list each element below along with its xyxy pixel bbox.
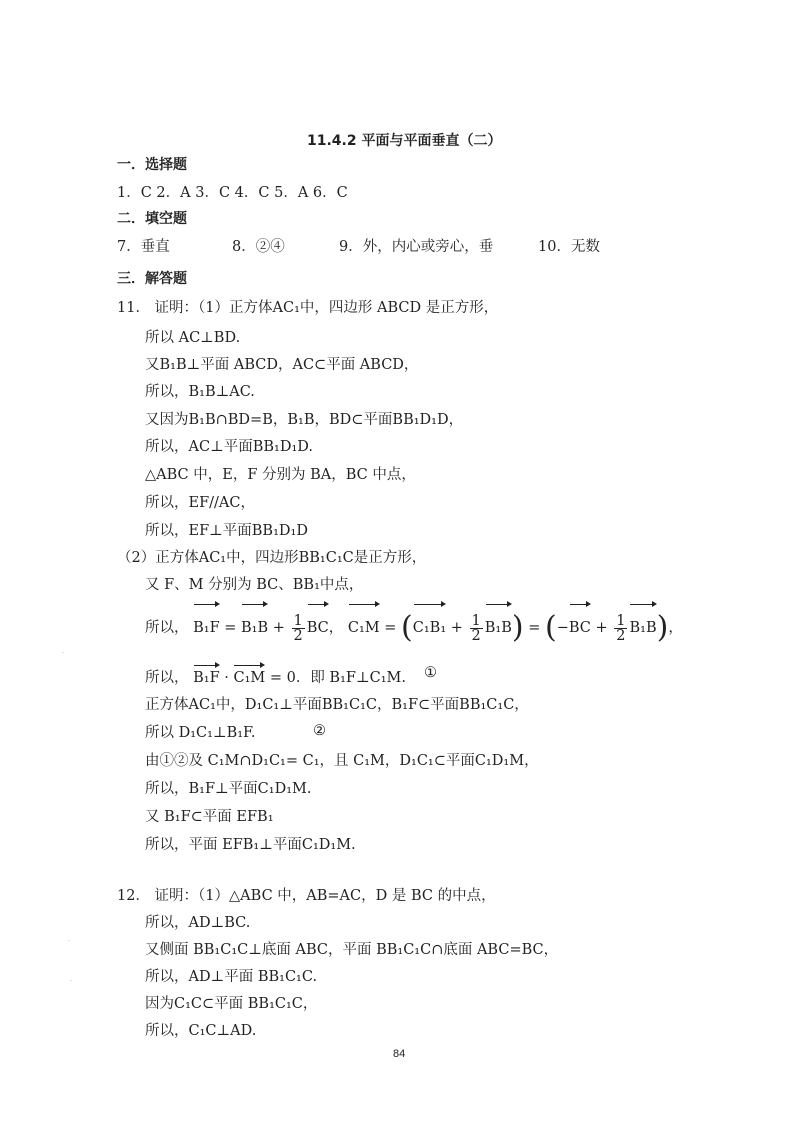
scan-speck	[70, 980, 72, 981]
page-number: 84	[393, 1048, 406, 1060]
q11-line: 11． 证明：（1）正方体AC₁中，四边形 ABCD 是正方形，	[117, 300, 499, 316]
equation-suffix: = 0．即 B₁F⊥C₁M.	[269, 670, 406, 686]
q11-line: △ABC 中，E，F 分别为 BA，BC 中点，	[145, 467, 416, 483]
vector-equation-1: 所以， B₁F = B₁B + $\frac{1}{2}$ BC， C₁M = (C₁B₁ + $\frac{1}{2}$ B₁B) = (−BC + $\frac{1}{2}$ B₁B)，	[145, 604, 683, 646]
q11-line: 所以，AC⊥平面BB₁D₁D.	[145, 439, 313, 455]
q11-line: 所以，B₁B⊥AC.	[145, 384, 255, 400]
q11-line: （2）正方体AC₁中，四边形BB₁C₁C是正方形，	[117, 550, 427, 566]
fill-answer-9: 9．外，内心或旁心，垂	[339, 239, 494, 255]
q11-line: 由①②及 C₁M∩D₁C₁= C₁，且 C₁M，D₁C₁⊂平面C₁D₁M，	[145, 753, 539, 769]
q11-line: 所以，EF⊥平面BB₁D₁D	[145, 523, 308, 539]
q11-line: 所以，EF//AC，	[145, 495, 255, 511]
page-title: 11.4.2 平面与平面垂直（二）	[307, 133, 502, 149]
q12-line: 因为C₁C⊂平面 BB₁C₁C，	[145, 996, 318, 1012]
q11-line: 所以 D₁C₁⊥B₁F.	[145, 725, 256, 741]
q11-line: 又 B₁F⊂平面 EFB₁	[145, 809, 274, 825]
fill-answer-8: 8．②④	[232, 239, 285, 255]
section-fill-heading: 二．填空题	[117, 211, 187, 227]
section-answer-heading: 三．解答题	[117, 271, 187, 287]
q12-line: 12． 证明：（1）△ABC 中，AB=AC，D 是 BC 的中点，	[117, 888, 496, 904]
q11-line: 所以，B₁F⊥平面C₁D₁M.	[145, 781, 312, 797]
fill-answer-10: 10．无数	[538, 239, 600, 255]
equation-prefix: 所以，	[145, 620, 189, 636]
scan-speck	[62, 652, 64, 653]
fill-answer-7: 7．垂直	[117, 239, 170, 255]
q12-line: 所以，AD⊥BC.	[145, 915, 251, 931]
section-choice-heading: 一．选择题	[117, 157, 187, 173]
q11-line: 又因为B₁B∩BD=B，B₁B，BD⊂平面BB₁D₁D，	[145, 412, 464, 428]
vector-equation-2: 所以， B₁F · C₁M = 0．即 B₁F⊥C₁M.	[145, 665, 406, 688]
q11-line: 正方体AC₁中，D₁C₁⊥平面BB₁C₁C，B₁F⊂平面BB₁C₁C，	[145, 697, 529, 713]
equation-prefix: 所以，	[145, 670, 189, 686]
q11-line: 所以，平面 EFB₁⊥平面C₁D₁M.	[145, 837, 356, 853]
q11-line: 又 F、M 分别为 BC、BB₁中点，	[145, 577, 364, 593]
q11-line: 所以 AC⊥BD.	[145, 330, 241, 346]
circled-mark-1: ①	[424, 665, 437, 681]
q11-line: 又B₁B⊥平面 ABCD，AC⊂平面 ABCD，	[145, 357, 419, 373]
scan-speck	[68, 940, 70, 941]
circled-mark-2: ②	[313, 723, 326, 739]
q12-line: 又侧面 BB₁C₁C⊥底面 ABC，平面 BB₁C₁C∩底面 ABC=BC，	[145, 942, 559, 958]
q12-line: 所以，AD⊥平面 BB₁C₁C.	[145, 969, 318, 985]
q12-line: 所以，C₁C⊥AD.	[145, 1023, 257, 1039]
choice-answers: 1．C 2．A 3．C 4．C 5．A 6．C	[117, 185, 348, 201]
